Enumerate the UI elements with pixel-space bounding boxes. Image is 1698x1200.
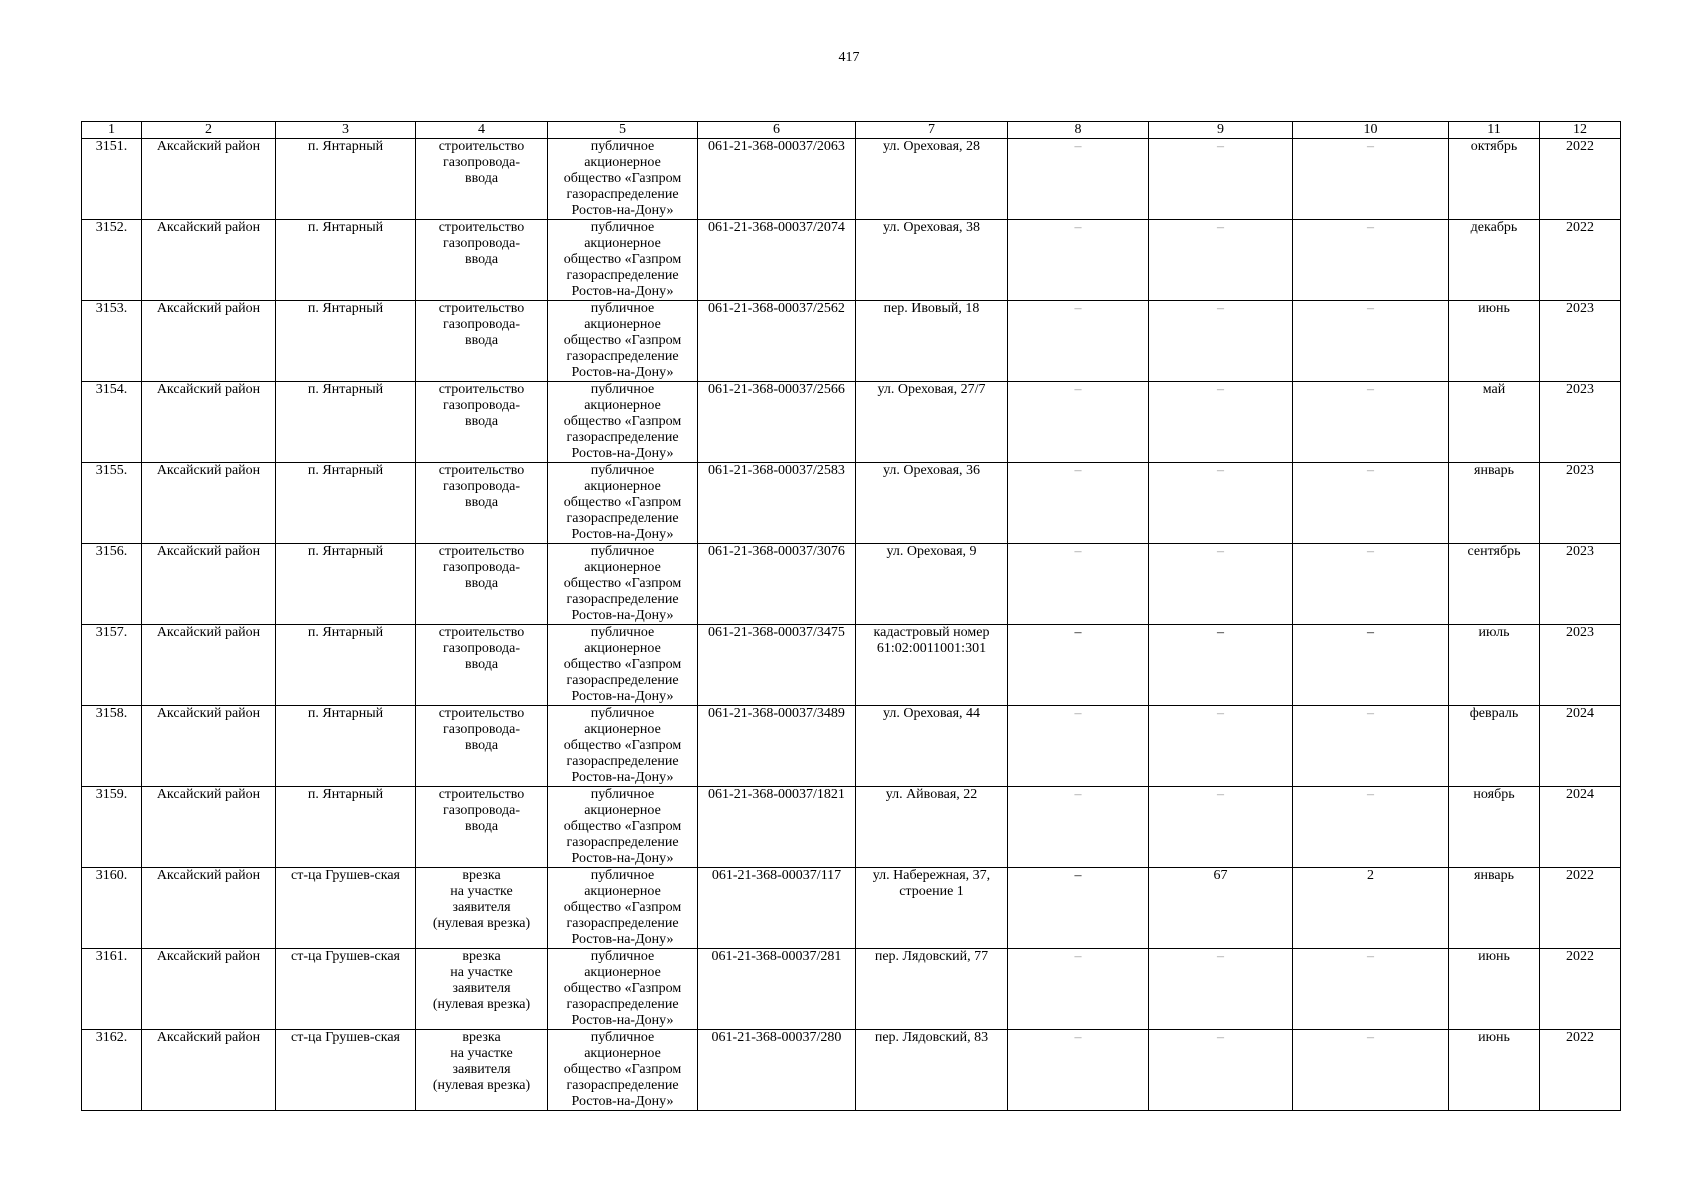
year-cell: 2023 (1540, 544, 1621, 625)
column-header: 5 (548, 122, 698, 139)
row-number-cell: 3154. (82, 382, 142, 463)
row-number-cell: 3151. (82, 139, 142, 220)
month-cell: май (1449, 382, 1540, 463)
table-row (82, 382, 1621, 463)
work-type-cell: строительство газопровода- ввода (416, 625, 548, 706)
column-header: 8 (1008, 122, 1149, 139)
table-row (82, 625, 1621, 706)
column-9-cell: – (1149, 949, 1293, 1030)
column-8-cell: – (1008, 949, 1149, 1030)
column-8-cell: – (1008, 301, 1149, 382)
month-cell: сентябрь (1449, 544, 1540, 625)
column-10-cell: – (1293, 544, 1449, 625)
table-body (82, 139, 1621, 1111)
column-10-cell: – (1293, 301, 1449, 382)
organization-cell: публичное акционерное общество «Газпром газораспределение Ростов-на-Дону» (548, 139, 698, 220)
settlement-cell: п. Янтарный (276, 139, 416, 220)
month-cell: июнь (1449, 949, 1540, 1030)
district-cell: Аксайский район (142, 949, 276, 1030)
month-cell: декабрь (1449, 220, 1540, 301)
column-header: 3 (276, 122, 416, 139)
column-9-cell: – (1149, 625, 1293, 706)
table-row (82, 1030, 1621, 1111)
row-number-cell: 3159. (82, 787, 142, 868)
district-cell: Аксайский район (142, 382, 276, 463)
month-cell: июль (1449, 625, 1540, 706)
row-number-cell: 3155. (82, 463, 142, 544)
column-header: 1 (82, 122, 142, 139)
column-9-cell: – (1149, 1030, 1293, 1111)
settlement-cell: п. Янтарный (276, 544, 416, 625)
application-code-cell: 061-21-368-00037/3076 (698, 544, 856, 625)
work-type-cell: врезка на участке заявителя (нулевая врезка) (416, 868, 548, 949)
column-10-cell: – (1293, 949, 1449, 1030)
column-9-cell: 67 (1149, 868, 1293, 949)
month-cell: ноябрь (1449, 787, 1540, 868)
application-code-cell: 061-21-368-00037/2074 (698, 220, 856, 301)
year-cell: 2023 (1540, 382, 1621, 463)
table-row (82, 220, 1621, 301)
column-10-cell: – (1293, 220, 1449, 301)
work-type-cell: строительство газопровода- ввода (416, 787, 548, 868)
column-10-cell: 2 (1293, 868, 1449, 949)
application-code-cell: 061-21-368-00037/3489 (698, 706, 856, 787)
column-header: 12 (1540, 122, 1621, 139)
column-8-cell: – (1008, 544, 1149, 625)
district-cell: Аксайский район (142, 301, 276, 382)
column-9-cell: – (1149, 220, 1293, 301)
column-9-cell: – (1149, 544, 1293, 625)
district-cell: Аксайский район (142, 220, 276, 301)
address-cell: ул. Ореховая, 36 (856, 463, 1008, 544)
address-cell: ул. Ореховая, 28 (856, 139, 1008, 220)
column-9-cell: – (1149, 787, 1293, 868)
organization-cell: публичное акционерное общество «Газпром газораспределение Ростов-на-Дону» (548, 706, 698, 787)
year-cell: 2022 (1540, 139, 1621, 220)
application-code-cell: 061-21-368-00037/1821 (698, 787, 856, 868)
organization-cell: публичное акционерное общество «Газпром газораспределение Ростов-на-Дону» (548, 868, 698, 949)
column-10-cell: – (1293, 463, 1449, 544)
address-cell: ул. Ореховая, 9 (856, 544, 1008, 625)
column-8-cell: – (1008, 1030, 1149, 1111)
column-header: 6 (698, 122, 856, 139)
column-header: 10 (1293, 122, 1449, 139)
organization-cell: публичное акционерное общество «Газпром газораспределение Ростов-на-Дону» (548, 463, 698, 544)
application-code-cell: 061-21-368-00037/2583 (698, 463, 856, 544)
column-8-cell: – (1008, 868, 1149, 949)
month-cell: февраль (1449, 706, 1540, 787)
settlement-cell: п. Янтарный (276, 787, 416, 868)
work-type-cell: строительство газопровода- ввода (416, 706, 548, 787)
table-row (82, 139, 1621, 220)
address-cell: ул. Айвовая, 22 (856, 787, 1008, 868)
organization-cell: публичное акционерное общество «Газпром газораспределение Ростов-на-Дону» (548, 787, 698, 868)
column-9-cell: – (1149, 706, 1293, 787)
column-10-cell: – (1293, 706, 1449, 787)
column-8-cell: – (1008, 463, 1149, 544)
column-10-cell: – (1293, 1030, 1449, 1111)
address-cell: ул. Ореховая, 38 (856, 220, 1008, 301)
year-cell: 2023 (1540, 625, 1621, 706)
table-row (82, 787, 1621, 868)
table-row (82, 544, 1621, 625)
application-code-cell: 061-21-368-00037/2562 (698, 301, 856, 382)
column-9-cell: – (1149, 382, 1293, 463)
organization-cell: публичное акционерное общество «Газпром газораспределение Ростов-на-Дону» (548, 544, 698, 625)
row-number-cell: 3156. (82, 544, 142, 625)
register-table (81, 121, 1621, 1111)
column-8-cell: – (1008, 625, 1149, 706)
organization-cell: публичное акционерное общество «Газпром газораспределение Ростов-на-Дону» (548, 301, 698, 382)
work-type-cell: строительство газопровода- ввода (416, 139, 548, 220)
year-cell: 2023 (1540, 463, 1621, 544)
year-cell: 2023 (1540, 301, 1621, 382)
district-cell: Аксайский район (142, 706, 276, 787)
row-number-cell: 3161. (82, 949, 142, 1030)
year-cell: 2022 (1540, 868, 1621, 949)
settlement-cell: п. Янтарный (276, 706, 416, 787)
row-number-cell: 3157. (82, 625, 142, 706)
settlement-cell: п. Янтарный (276, 301, 416, 382)
table-row (82, 868, 1621, 949)
organization-cell: публичное акционерное общество «Газпром газораспределение Ростов-на-Дону» (548, 949, 698, 1030)
table-row (82, 463, 1621, 544)
year-cell: 2022 (1540, 949, 1621, 1030)
month-cell: июнь (1449, 301, 1540, 382)
month-cell: январь (1449, 463, 1540, 544)
column-number-row (82, 122, 1621, 139)
page-number: 417 (838, 50, 860, 65)
organization-cell: публичное акционерное общество «Газпром газораспределение Ростов-на-Дону» (548, 220, 698, 301)
work-type-cell: строительство газопровода- ввода (416, 463, 548, 544)
column-8-cell: – (1008, 139, 1149, 220)
district-cell: Аксайский район (142, 787, 276, 868)
column-header: 11 (1449, 122, 1540, 139)
column-header: 7 (856, 122, 1008, 139)
settlement-cell: п. Янтарный (276, 625, 416, 706)
table-row (82, 949, 1621, 1030)
column-8-cell: – (1008, 706, 1149, 787)
month-cell: январь (1449, 868, 1540, 949)
settlement-cell: п. Янтарный (276, 463, 416, 544)
district-cell: Аксайский район (142, 544, 276, 625)
column-header: 2 (142, 122, 276, 139)
settlement-cell: п. Янтарный (276, 382, 416, 463)
application-code-cell: 061-21-368-00037/281 (698, 949, 856, 1030)
district-cell: Аксайский район (142, 139, 276, 220)
organization-cell: публичное акционерное общество «Газпром газораспределение Ростов-на-Дону» (548, 382, 698, 463)
address-cell: пер. Лядовский, 77 (856, 949, 1008, 1030)
application-code-cell: 061-21-368-00037/117 (698, 868, 856, 949)
settlement-cell: ст-ца Грушев-ская (276, 949, 416, 1030)
column-8-cell: – (1008, 382, 1149, 463)
column-10-cell: – (1293, 625, 1449, 706)
address-cell: пер. Ивовый, 18 (856, 301, 1008, 382)
column-9-cell: – (1149, 301, 1293, 382)
work-type-cell: строительство газопровода- ввода (416, 301, 548, 382)
settlement-cell: ст-ца Грушев-ская (276, 1030, 416, 1111)
work-type-cell: врезка на участке заявителя (нулевая врезка) (416, 1030, 548, 1111)
application-code-cell: 061-21-368-00037/3475 (698, 625, 856, 706)
column-header: 9 (1149, 122, 1293, 139)
work-type-cell: строительство газопровода- ввода (416, 544, 548, 625)
address-cell: ул. Ореховая, 44 (856, 706, 1008, 787)
address-cell: пер. Лядовский, 83 (856, 1030, 1008, 1111)
table-row (82, 301, 1621, 382)
row-number-cell: 3158. (82, 706, 142, 787)
work-type-cell: врезка на участке заявителя (нулевая врезка) (416, 949, 548, 1030)
row-number-cell: 3162. (82, 1030, 142, 1111)
settlement-cell: ст-ца Грушев-ская (276, 868, 416, 949)
column-10-cell: – (1293, 382, 1449, 463)
column-9-cell: – (1149, 463, 1293, 544)
address-cell: кадастровый номер 61:02:0011001:301 (856, 625, 1008, 706)
column-8-cell: – (1008, 220, 1149, 301)
work-type-cell: строительство газопровода- ввода (416, 382, 548, 463)
column-10-cell: – (1293, 139, 1449, 220)
year-cell: 2024 (1540, 706, 1621, 787)
row-number-cell: 3153. (82, 301, 142, 382)
year-cell: 2022 (1540, 220, 1621, 301)
address-cell: ул. Набережная, 37, строение 1 (856, 868, 1008, 949)
application-code-cell: 061-21-368-00037/2566 (698, 382, 856, 463)
address-cell: ул. Ореховая, 27/7 (856, 382, 1008, 463)
district-cell: Аксайский район (142, 1030, 276, 1111)
organization-cell: публичное акционерное общество «Газпром газораспределение Ростов-на-Дону» (548, 1030, 698, 1111)
column-8-cell: – (1008, 787, 1149, 868)
district-cell: Аксайский район (142, 868, 276, 949)
year-cell: 2022 (1540, 1030, 1621, 1111)
month-cell: июнь (1449, 1030, 1540, 1111)
column-header: 4 (416, 122, 548, 139)
district-cell: Аксайский район (142, 625, 276, 706)
district-cell: Аксайский район (142, 463, 276, 544)
column-10-cell: – (1293, 787, 1449, 868)
organization-cell: публичное акционерное общество «Газпром газораспределение Ростов-на-Дону» (548, 625, 698, 706)
settlement-cell: п. Янтарный (276, 220, 416, 301)
row-number-cell: 3152. (82, 220, 142, 301)
column-9-cell: – (1149, 139, 1293, 220)
table-row (82, 706, 1621, 787)
application-code-cell: 061-21-368-00037/280 (698, 1030, 856, 1111)
year-cell: 2024 (1540, 787, 1621, 868)
application-code-cell: 061-21-368-00037/2063 (698, 139, 856, 220)
row-number-cell: 3160. (82, 868, 142, 949)
month-cell: октябрь (1449, 139, 1540, 220)
work-type-cell: строительство газопровода- ввода (416, 220, 548, 301)
